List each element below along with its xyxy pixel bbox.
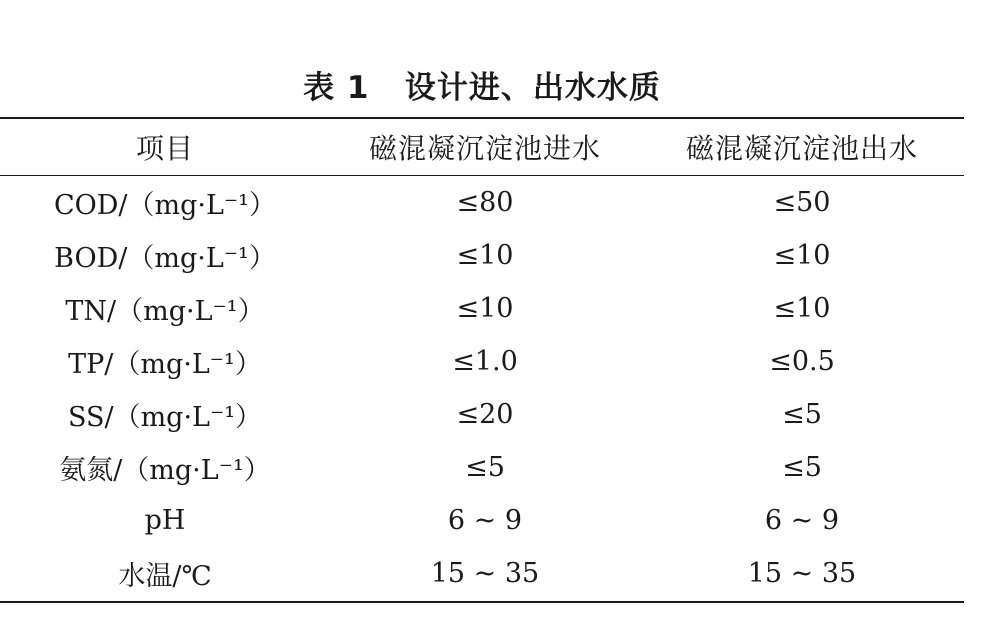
row-outlet-value: ≤50 (773, 187, 831, 218)
table-row (0, 547, 964, 600)
table-row (0, 229, 964, 282)
row-inlet-value: ≤1.0 (452, 346, 518, 377)
row-item: pH (144, 505, 186, 536)
row-item: 水温/℃ (118, 561, 212, 592)
row-outlet-value: ≤10 (773, 293, 831, 324)
row-inlet-value: ≤10 (456, 240, 514, 271)
row-outlet-value: ≤10 (773, 240, 831, 271)
row-inlet-value: 15 ~ 35 (430, 558, 540, 589)
row-inlet-value: 6 ~ 9 (447, 505, 523, 536)
row-outlet-value: 6 ~ 9 (764, 505, 840, 536)
table-row (0, 441, 964, 494)
row-item: SS/（mg·L⁻¹） (67, 402, 263, 433)
row-item: TN/（mg·L⁻¹） (65, 296, 265, 327)
table-row (0, 335, 964, 388)
row-inlet-value: ≤80 (456, 187, 514, 218)
row-item: COD/（mg·L⁻¹） (53, 190, 276, 221)
row-inlet-value: ≤5 (465, 452, 505, 483)
row-outlet-value: ≤5 (782, 399, 822, 430)
table-row (0, 388, 964, 441)
table-header-row (0, 119, 964, 175)
table-body (0, 176, 964, 600)
bottom-rule (0, 601, 964, 603)
row-item: 氨氮/（mg·L⁻¹） (59, 455, 271, 486)
table-row (0, 494, 964, 547)
table-caption: 表 1 设计进、出水水质 (303, 70, 661, 106)
row-item: TP/（mg·L⁻¹） (68, 349, 262, 380)
row-outlet-value: ≤0.5 (769, 346, 835, 377)
table-row (0, 282, 964, 335)
row-inlet-value: ≤20 (456, 399, 514, 430)
header-inlet: 磁混凝沉淀池进水 (368, 132, 601, 165)
row-item: BOD/（mg·L⁻¹） (54, 243, 276, 274)
table-row (0, 176, 964, 229)
row-inlet-value: ≤10 (456, 293, 514, 324)
row-outlet-value: ≤5 (782, 452, 822, 483)
row-outlet-value: 15 ~ 35 (747, 558, 857, 589)
header-outlet: 磁混凝沉淀池出水 (685, 132, 918, 165)
header-item: 项目 (135, 132, 194, 165)
